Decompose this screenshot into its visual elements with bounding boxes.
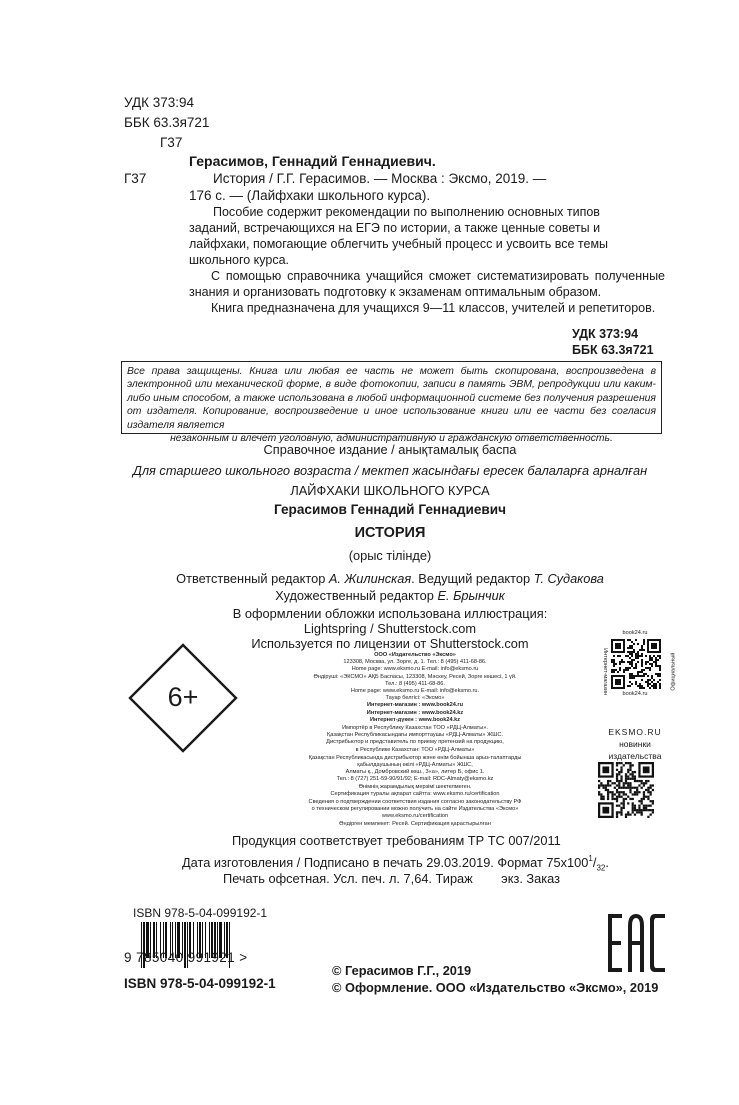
publisher-info-line: в Республике Казахстан: ТОО «РДЦ-Алматы» bbox=[355, 746, 475, 753]
imprint-block bbox=[100, 440, 680, 502]
publisher-info-line: Home page: www.eksmo.ru E-mail: info@eksmo.ru. bbox=[350, 688, 480, 695]
abstract-line: лайфхаки, помогающие облегчить учебный процесс и усвоить все темы bbox=[189, 237, 609, 251]
publisher-info-line: Дистрибьютор и представитель по приему претензий на продукцию, bbox=[326, 739, 504, 746]
barcode-digits: 9 785040 991921 > bbox=[124, 950, 248, 965]
bibliographic-record bbox=[189, 153, 665, 316]
copyright-author: © Герасимов Г.Г., 2019 bbox=[332, 963, 472, 978]
bbk-code: ББК 63.3я721 bbox=[124, 115, 210, 130]
publisher-info-line: Интернет-магазин : www.book24.ru bbox=[366, 702, 464, 709]
publisher-info-line: Қазақстан Республикасында дистрибьютор және өнім бойынша арыз-талаптарды bbox=[308, 754, 522, 761]
series-name: ЛАЙФХАКИ ШКОЛЬНОГО КУРСА bbox=[290, 483, 490, 498]
qr-book24 bbox=[595, 630, 675, 714]
eksmo-site-block bbox=[595, 726, 675, 762]
publisher-info-line: о техническом регулировании можно получить на сайте Издательства «Эксмо» bbox=[311, 806, 519, 813]
copyright-notice-last-line: незаконным и влечет уголовную, административную и гражданскую ответственность. bbox=[170, 433, 613, 445]
isbn-bottom: ISBN 978-5-04-099192-1 bbox=[124, 976, 276, 991]
age-rating-text: 6+ bbox=[167, 682, 199, 712]
abstract-line: заданий, встречающихся на ЕГЭ по истории, а также ценные советы и bbox=[189, 221, 601, 235]
abstract-line: Пособие содержит рекомендации по выполнению основных типов bbox=[213, 205, 600, 219]
publisher-info-line: Тел.: 8 (495) 411-68-86. bbox=[385, 680, 445, 687]
publisher-info-line: Өндіруші: «ЭКСМО» АҚБ Баспасы, 123308, Мәскеу, Ресей, Зорге көшесі, 1 үй. bbox=[313, 673, 517, 680]
lead-editor-name: Т. Судакова bbox=[533, 571, 604, 586]
publisher-info-line: Алматы қ., Домбровский көш., 3«а», литер Б, офис 1. bbox=[345, 769, 485, 776]
cover-credit-line: Используется по лицензии от Shutterstock.com bbox=[251, 636, 529, 651]
editors bbox=[100, 570, 680, 604]
publisher-info-line: Өндірген мемлекет: Ресей. Сертификация қарастырылған bbox=[339, 820, 491, 827]
editor-name: А. Жилинская bbox=[328, 571, 412, 586]
cover-credit-line: В оформлении обложки использована иллюстрация: bbox=[232, 606, 548, 621]
copyright-notice-box bbox=[121, 361, 662, 445]
record-author: Герасимов, Геннадий Геннадиевич. bbox=[189, 153, 436, 169]
publisher-info-line: Интернет-дүкен : www.book24.kz bbox=[369, 716, 461, 723]
copyright-notice-text: Все права защищены. Книга или любая ее часть не может быть скопирована, воспроизведена в электронной или механической форме, в виде фотокопии, записи в память ЭВМ, репродукции или каким-либо иным способом, а также использована в любой информационной системе без получения разрешения от издателя. Копирование, воспроизведение и иное использование книги или ее части без согласия издателя является bbox=[127, 366, 656, 431]
eac-logo-icon bbox=[606, 912, 668, 974]
eksmo-caption: новинки издательства bbox=[608, 739, 662, 761]
publisher-info-line: Тел.: 8 (727) 251-59-90/91/92; E-mail: RDC-Almaty@eksmo.kz bbox=[336, 776, 494, 783]
author-index-left: Г37 bbox=[124, 171, 147, 186]
bbk-right: ББК 63.3я721 bbox=[572, 343, 654, 357]
print-run: Печать офсетная. Усл. печ. л. 7,64. Тираж экз. Заказ bbox=[223, 871, 560, 886]
publisher-info-line: Өнімнің жарамдылық мерзімі шектелмеген. bbox=[358, 783, 472, 790]
art-editor-line bbox=[100, 587, 680, 604]
publisher-info-line: 123308, Москва, ул. Зорге, д. 1. Тел.: 8 (495) 411-68-86. bbox=[343, 659, 487, 666]
publisher-info-line: Сертификация туралы ақпарат сайтта: www.eksmo.ru/certification bbox=[330, 790, 500, 797]
record-pages-line: 176 с. — (Лайфхаки школьного курса). bbox=[189, 188, 431, 203]
qr-top-label: book24.ru bbox=[622, 630, 648, 636]
cover-credit-line: Lightspring / Shutterstock.com bbox=[303, 621, 477, 636]
publisher-info-line: Тауар белгісі: «Эксмо» bbox=[385, 695, 445, 702]
qr-left-label: Интернет-магазин bbox=[602, 648, 609, 696]
publisher-info-line: Интернет-магазин : www.book24.kz bbox=[366, 709, 464, 716]
qr-code-icon bbox=[611, 639, 661, 689]
publisher-info-line: ООО «Издательство «Эксмо» bbox=[374, 652, 456, 658]
eac-mark bbox=[606, 912, 668, 974]
editor-label: Ответственный редактор bbox=[176, 571, 326, 586]
format-num: 1 bbox=[588, 854, 593, 863]
udk-code: УДК 373:94 bbox=[124, 95, 195, 110]
book-title: ИСТОРИЯ bbox=[354, 525, 426, 541]
edition-type: Справочное издание / анықтамалық баспа bbox=[263, 442, 517, 457]
qr-code-icon bbox=[598, 762, 654, 818]
art-editor-name: Е. Брынчик bbox=[437, 588, 505, 603]
publisher-info-line: Қазақстан Республикасындағы импорттаушы «РДЦ-Алматы» ЖШС. bbox=[327, 732, 503, 739]
isbn-top: ISBN 978-5-04-099192-1 bbox=[133, 906, 268, 920]
publisher-info-line: Home page: www.eksmo.ru E-mail: info@eksmo.ru bbox=[351, 666, 479, 673]
lead-editor-label: . Ведущий редактор bbox=[411, 571, 531, 586]
publisher-info-line: Импортёр в Республику Казахстан ТОО «РДЦ-Алматы». bbox=[342, 725, 488, 732]
abstract-paragraph: С помощью справочника учащийся сможет систематизировать полученные знания и организовать подготовку к экзаменам оптимальным образом. bbox=[189, 269, 665, 299]
language-note: (орыс тілінде) bbox=[348, 548, 432, 563]
publisher-info bbox=[284, 652, 546, 828]
eksmo-site: EKSMO.RU bbox=[608, 727, 662, 737]
format-den: 32 bbox=[596, 863, 606, 873]
qr-right-label: Официальный bbox=[670, 652, 677, 691]
print-date-text: Дата изготовления / Подписано в печать 29.03.2019. Формат 75х100 bbox=[182, 855, 589, 870]
publisher-info-line: қабылдаушының өкілі «РДЦ-Алматы» ЖШС, bbox=[357, 762, 473, 769]
abstract-line: школьного курса. bbox=[189, 253, 290, 267]
qr-bottom-label: book24.ru bbox=[622, 691, 648, 697]
imprint-author: Герасимов Геннадий Геннадиевич bbox=[273, 502, 507, 517]
audience: Для старшего школьного возраста / мектеп жасындағы ересек балаларға арналған bbox=[132, 462, 648, 478]
print-date: Дата изготовления / Подписано в печать 29.03.2019. Формат $75х100^1/_{32}$. bbox=[182, 854, 609, 873]
tr-compliance: Продукция соответствует требованиям ТР ТС 007/2011 bbox=[232, 833, 561, 848]
art-editor-label: Художественный редактор bbox=[275, 588, 434, 603]
author-index: Г37 bbox=[160, 135, 183, 150]
editors-line bbox=[100, 570, 680, 587]
publisher-info-line: www.eksmo.ru/certification bbox=[381, 813, 449, 820]
copyright-design: © Оформление. ООО «Издательство «Эксмо», 2019 bbox=[332, 980, 659, 995]
udk-right: УДК 373:94 bbox=[572, 327, 639, 341]
age-rating-badge bbox=[127, 642, 239, 754]
publisher-info-line: Сведения о подтверждении соответствия издания согласно законодательству РФ bbox=[308, 799, 522, 806]
audience-paragraph: Книга предназначена для учащихся 9—11 классов, учителей и репетиторов. bbox=[211, 301, 656, 315]
record-title-line: История / Г.Г. Герасимов. — Москва : Эксмо, 2019. — bbox=[213, 171, 547, 186]
